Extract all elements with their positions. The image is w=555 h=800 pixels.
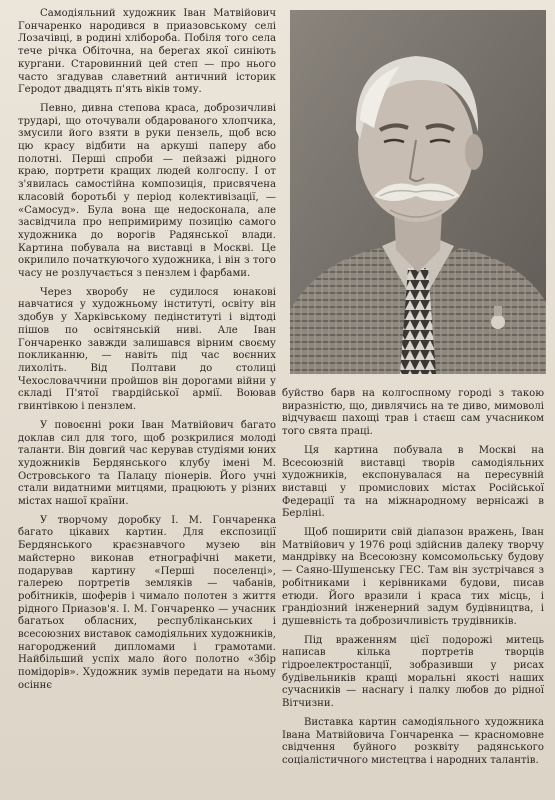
left-text-column	[18, 8, 276, 699]
portrait-photo	[290, 10, 546, 374]
paragraph: Певно, дивна степова краса, доброзичливі трударі, що оточували обдарованого хлопчика, змусили його взяти в руки пензель, щоб всю цю красу відбити на аркуші паперу або полотні. Перші спроби — пейзажі рідного краю, портрети кращих людей колгоспу. І от з'явилась самостійна композиція, присвячена класовій боротьбі у період колективізації, — «Самосуд». Була вона ще недосконала, але засвідчила про непримириму позицію самого художника до ворогів Радянської влади. Картина побувала на виставці в Москві. Це окрилило початкуючого художника, і він з того часу не розлучається з пензлем і фарбами.	[18, 102, 276, 280]
paragraph: Ця картина побувала в Москві на Всесоюзній виставці творів самодіяльних художників, експонувалася на пересувній виставці у промислових містах Російської Федерації та на міжнародному вернісажі в Берліні.	[282, 444, 544, 520]
paragraph: Самодіяльний художник Іван Матвійович Гончаренко народився в приазовському селі Лозачівці, в родині хлібороба. Побіля того села тече річка Обіточна, на берегах якої синіють кургани. Старовинний цей степ — про нього часто згадував славетний античний історик Геродот двадцять п'ять віків тому.	[18, 8, 276, 96]
paragraph: буйство барв на колгоспному городі з такою виразністю, що, дивлячись на те диво, мимоволі відчуваєш пахощі трав і стаєш сам учасником того свята праці.	[282, 388, 544, 438]
right-text-column	[282, 388, 544, 774]
paragraph: Під враженням цієї подорожі митець написав кілька портретів творців гідроелектростанції, зобразивши у рисах будівельників кращі моральні якості наших сучасників — наснагу і палку любов до рідної Вітчизни.	[282, 634, 544, 710]
paragraph: Через хворобу не судилося юнакові навчатися у художньому інституті, освіту він здобув у Харківському педінституті і відтоді пішов по освітянській ниві. Але Іван Гончаренко завжди залишався вірним своєму покликанню, — навіть під час воєнних лихоліть. Від Полтави до столиці Чехословаччини пройшов він дорогами війни у складі П'ятої гвардійської армії. Воював гвинтівкою і пензлем.	[18, 286, 276, 413]
paragraph: Щоб поширити свій діапазон вражень, Іван Матвійович у 1976 році здійснив далеку творчу мандрівку на Всесоюзну комсомольську будову — Саяно-Шушенську ГЕС. Там він зустрічався з робітниками і керівниками будови, писав етюди. Його вразили і краса тих місць, і грандіозний інженерний задум будівництва, і душевність та доброзичливість трудівників.	[282, 527, 544, 627]
portrait-illustration	[290, 10, 546, 374]
paragraph: У повоєнні роки Іван Матвійович багато доклав сил для того, щоб розкрилися молоді таланти. Він довгий час керував студіями юних художників Бердянського клубу імені М. Островського та Палацу піонерів. Його учні стали видатними митцями, працюють у різних містах нашої країни.	[18, 419, 276, 508]
paragraph: Виставка картин самодіяльного художника Івана Матвійовича Гончаренка — красномовне свідчення буйного розквіту радянського соціалістичного мистецтва і народних талантів.	[282, 716, 544, 766]
paragraph: У творчому доробку І. М. Гончаренка багато цікавих картин. Для експозиції Бердянського краєзнавчого музею він майстерно виконав етнографічні макети, подарував картину «Перші поселенці», галерею портретів земляків — чабанів, робітників, шоферів і чимало полотен з життя рідного Приазов'я. І. М. Гончаренко — учасник багатьох обласних, республіканських і всесоюзних виставок самодіяльних художників, нагороджений дипломами і грамотами. Найбільший успіх мало його полотно «Збір помідорів». Художник зумів передати на ньому осіннє	[18, 514, 276, 691]
